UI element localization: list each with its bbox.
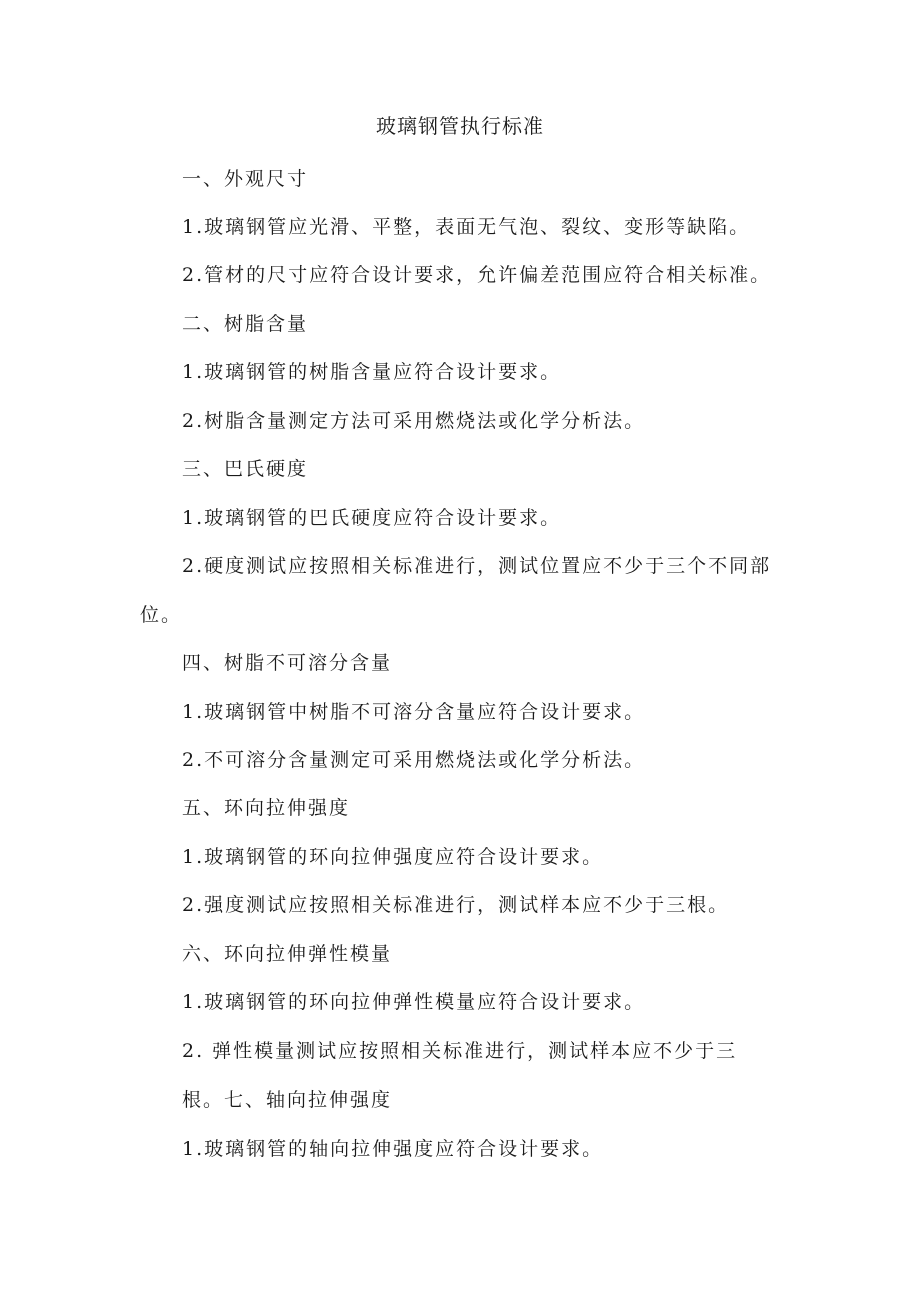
paragraph-line: 2. 弹性模量测试应按照相关标准进行，测试样本应不少于三 (182, 1040, 738, 1062)
paragraph-line-continuation: 位。 (140, 604, 183, 626)
section-heading-appearance: 一、外观尺寸 (182, 168, 309, 190)
paragraph-line: 2.不可溶分含量测定可采用燃烧法或化学分析法。 (182, 749, 646, 771)
section-heading-barcol-hardness: 三、巴氏硬度 (182, 458, 309, 480)
paragraph-line: 2.强度测试应按照相关标准进行，测试样本应不少于三根。 (182, 894, 730, 916)
paragraph-line: 1.玻璃钢管应光滑、平整，表面无气泡、裂纹、变形等缺陷。 (182, 216, 751, 238)
paragraph-line-continuation: 根。七、轴向拉伸强度 (182, 1089, 393, 1111)
section-heading-hoop-tensile-strength: 五、环向拉伸强度 (182, 797, 351, 819)
paragraph-line: 1.玻璃钢管的巴氏硬度应符合设计要求。 (182, 507, 562, 529)
section-heading-insoluble-content: 四、树脂不可溶分含量 (182, 652, 393, 674)
paragraph-line: 1.玻璃钢管的树脂含量应符合设计要求。 (182, 361, 562, 383)
paragraph-line: 1.玻璃钢管的环向拉伸强度应符合设计要求。 (182, 846, 604, 868)
document-title: 玻璃钢管执行标准 (376, 114, 544, 138)
paragraph-line: 1.玻璃钢管的环向拉伸弹性模量应符合设计要求。 (182, 991, 646, 1013)
paragraph-line: 2.管材的尺寸应符合设计要求，允许偏差范围应符合相关标准。 (182, 264, 772, 286)
paragraph-line: 2.硬度测试应按照相关标准进行，测试位置应不少于三个不同部 (182, 555, 772, 577)
paragraph-line: 2.树脂含量测定方法可采用燃烧法或化学分析法。 (182, 410, 646, 432)
paragraph-line: 1.玻璃钢管的轴向拉伸强度应符合设计要求。 (182, 1138, 604, 1160)
section-heading-resin-content: 二、树脂含量 (182, 313, 309, 335)
section-heading-hoop-tensile-modulus: 六、环向拉伸弹性模量 (182, 943, 393, 965)
paragraph-line: 1.玻璃钢管中树脂不可溶分含量应符合设计要求。 (182, 701, 646, 723)
